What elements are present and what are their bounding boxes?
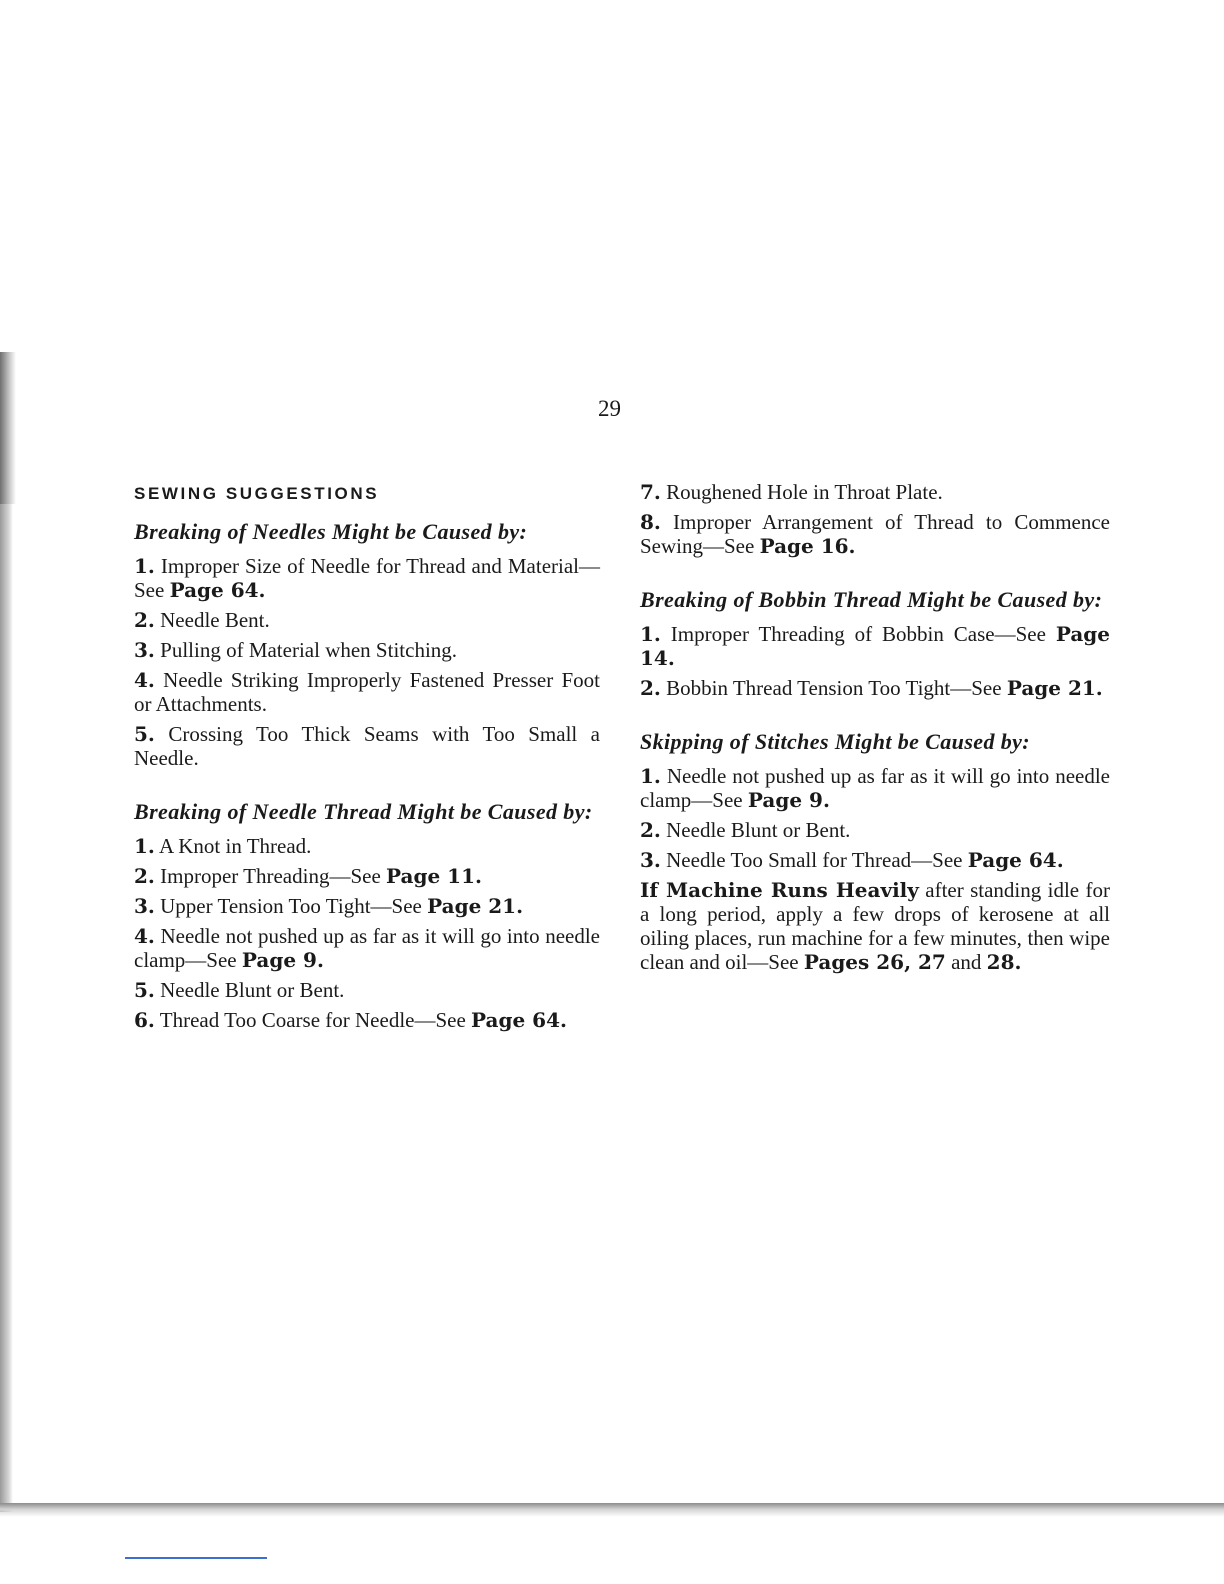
heavy-running-paragraph: If Machine Runs Heavily after standing idle for a long period, apply a few drops of kerosene at all oiling places, run machine for a few minutes, then wipe clean and oil—See Pages 26, 27 and 28. (640, 878, 1110, 974)
needles-heading: Breaking of Needles Might be Caused by: (134, 519, 528, 544)
left-column (134, 480, 600, 1038)
skipping-heading: Skipping of Stitches Might be Caused by: (640, 729, 1031, 754)
footer-rule (125, 1557, 267, 1559)
list-item: 7. Roughened Hole in Throat Plate. (640, 480, 943, 504)
list-item: 3. Needle Too Small for Thread—See Page 64. (640, 848, 1064, 872)
list-item: 2. Improper Threading—See Page 11. (134, 864, 482, 888)
page-edge-left (0, 352, 13, 1512)
needles-list (134, 554, 600, 770)
right-column (640, 480, 1110, 974)
list-item: 5. Needle Blunt or Bent. (134, 978, 345, 1002)
list-item: 5. Crossing Too Thick Seams with Too Small a Needle. (134, 722, 600, 770)
list-item: 1. A Knot in Thread. (134, 834, 312, 858)
page-edge-bottom (0, 1503, 1224, 1517)
bobbin-thread-heading: Breaking of Bobbin Thread Might be Caused by: (640, 587, 1103, 612)
list-item: 3. Upper Tension Too Tight—See Page 21. (134, 894, 524, 918)
section-title: SEWING SUGGESTIONS (134, 484, 380, 503)
list-item: 8. Improper Arrangement of Thread to Commence Sewing—See Page 16. (640, 510, 1111, 558)
list-item: 2. Bobbin Thread Tension Too Tight—See Page 21. (640, 676, 1103, 700)
bobbin-thread-list (640, 622, 1110, 700)
list-item: 2. Needle Blunt or Bent. (640, 818, 851, 842)
needle-thread-list (134, 834, 600, 1032)
list-item: 3. Pulling of Material when Stitching. (134, 638, 458, 662)
skipping-list (640, 764, 1110, 872)
needle-thread-list-continued (640, 480, 1110, 558)
list-item: 2. Needle Bent. (134, 608, 270, 632)
list-item: 1. Improper Threading of Bobbin Case—See Page 14. (640, 622, 1111, 670)
list-item: 1. Needle not pushed up as far as it will go into needle clamp—See Page 9. (640, 764, 1110, 812)
list-item: 1. Improper Size of Needle for Thread and Material—See Page 64. (134, 554, 600, 602)
list-item: 4. Needle not pushed up as far as it will go into needle clamp—See Page 9. (134, 924, 601, 972)
needle-thread-heading: Breaking of Needle Thread Might be Caused by: (134, 799, 593, 824)
page-number: 29 (598, 396, 621, 421)
list-item: 6. Thread Too Coarse for Needle—See Page 64. (134, 1008, 567, 1032)
scan-shadow (0, 352, 16, 504)
list-item: 4. Needle Striking Improperly Fastened Presser Foot or Attachments. (134, 668, 600, 716)
